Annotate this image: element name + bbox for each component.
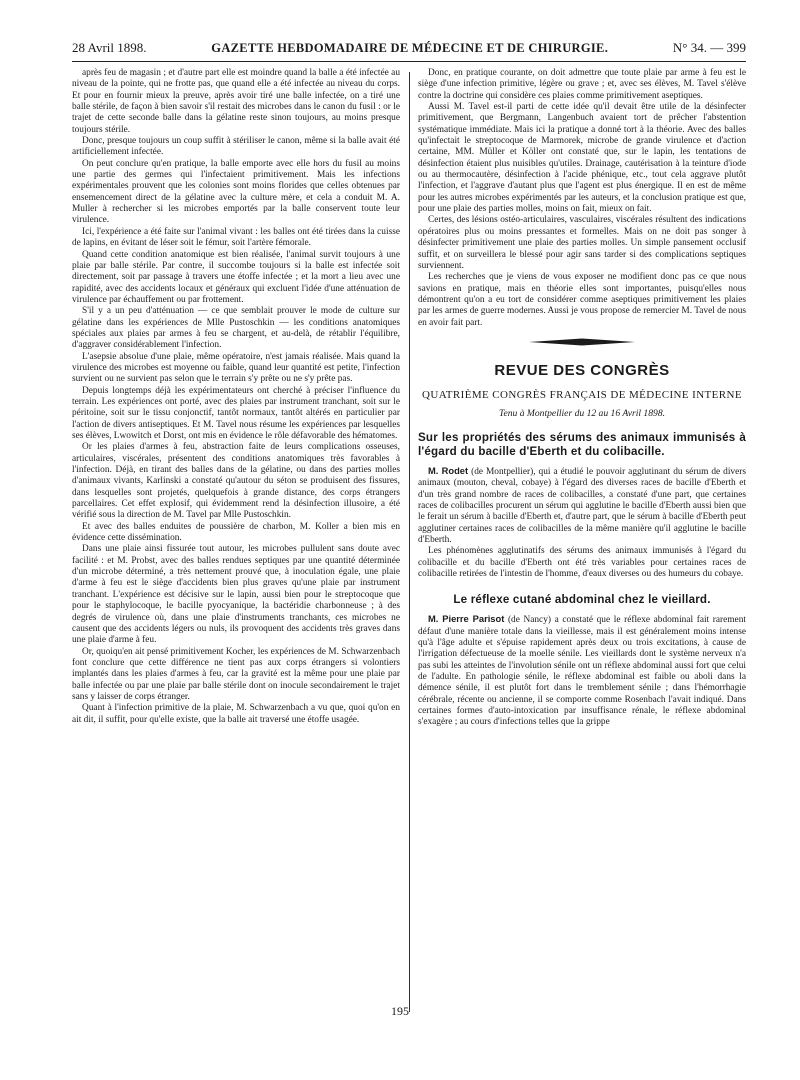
journal-title: GAZETTE HEBDOMADAIRE DE MÉDECINE ET DE CHIRURGIE. bbox=[211, 41, 609, 55]
left-column bbox=[72, 68, 400, 1018]
section-ornament bbox=[418, 337, 746, 351]
paragraph: Donc, en pratique courante, on doit admettre que toute plaie par arme à feu est le siège d'une infection primitive, légère ou grave ; et, avec ses élèves, M. Tavel s'élève contre la doctrine qui considère ces plaies comme primitivement aseptiques. bbox=[418, 68, 746, 101]
article-title: Le réflexe cutané abdominal chez le vieillard. bbox=[453, 593, 711, 607]
page-folio: 195 bbox=[391, 1004, 409, 1018]
issue-date: 28 Avril 1898. bbox=[72, 40, 147, 55]
article-author: M. Rodet bbox=[428, 465, 469, 476]
section-heading: REVUE DES CONGRÈS bbox=[494, 362, 670, 380]
congress-subtitle: Tenu à Montpellier du 12 au 16 Avril 1898. bbox=[498, 407, 666, 419]
article-paragraph bbox=[418, 614, 746, 728]
ornament-rule-icon bbox=[527, 337, 637, 347]
paragraph: Les recherches que je viens de vous exposer ne modifient donc pas ce que nous savions en pratique, mais en théorie elles sont importantes, puisqu'elles nous démontrent qu'on a eu tort de considérer comme aseptiques primitivement les plaies par les armes de guerre modernes. Aussi je vous propose de remercier M. Tavel de nous en avoir fait part. bbox=[418, 272, 746, 328]
paragraph: L'asepsie absolue d'une plaie, même opératoire, n'est jamais réalisée. Mais quand la virulence des microbes est moyenne ou faible, quand leur quantité est petite, l'infection survient ou ne survient pas selon que le terrain s'y prête ou ne s'y prête pas. bbox=[72, 351, 400, 385]
paragraph: Dans une plaie ainsi fissurée tout autour, les microbes pullulent sans doute avec facilité : et M. Probst, avec des balles rendues septiques par une quantité déterminée d'un microbe déterminé, a très nettement prouvé que, à inoculation égale, une plaie d'arme à feu est le siège d'accidents bien plus graves qu'une plaie par instrument tranchant. L'expérience est décisive sur le lapin, aussi bien pour le streptocoque que pour le staphylocoque, le bacille pyocyanique, la bactéridie charbonneuse ; à des degrés de virulence où, dans une plaie d'instruments tranchants, ces microbes ne causent que des accidents légers ou nuls, ils provoquent des accidents très graves dans une plaie d'arme à feu. bbox=[72, 544, 400, 646]
issue-number: N° 34. — 399 bbox=[672, 40, 746, 55]
congress-title: QUATRIÈME CONGRÈS FRANÇAIS DE MÉDECINE INTERNE bbox=[422, 388, 742, 401]
two-column-body bbox=[72, 68, 746, 1018]
paragraph: Or, quoiqu'en ait pensé primitivement Kocher, les expériences de M. Schwarzenbach font conclure que cette différence ne tient pas aux corps étrangers si volontiers implantés dans les plaies d'armes à feu, car la gravité est la même pour une plaie par balle infectée ou par une plaie par balle stérile dont on inocule secondairement le trajet sans y laisser de corps étranger. bbox=[72, 646, 400, 702]
paragraph: Et avec des balles enduites de poussière de charbon, M. Koller a bien mis en évidence cette dissémination. bbox=[72, 521, 400, 544]
paragraph: Ici, l'expérience a été faite sur l'animal vivant : les balles ont été tirées dans la cuisse de lapins, en évitant de léser soit le fémur, soit l'artère fémorale. bbox=[72, 226, 400, 249]
column-rule bbox=[409, 72, 410, 1012]
paragraph: Quant à l'infection primitive de la plaie, M. Schwarzenbach a vu que, quoi qu'on en ait dit, il suffit, pour qu'elle existe, que la balle ait traversé une étoffe usagée. bbox=[72, 703, 400, 725]
article-author: M. Pierre Parisot bbox=[428, 614, 505, 625]
running-header bbox=[72, 40, 746, 62]
paragraph: Certes, des lésions ostéo-articulaires, vasculaires, viscérales résultent des indications opératoires plus ou moins pressantes et formelles. Mais on ne doit pas songer à désinfecter primitivement une plaie des parties molles. Un simple pansement occlusif suffit, et on surveillera le blessé pour agir sans tarder si des complications septiques surviennent. bbox=[418, 215, 746, 271]
article-paragraph: Les phénomènes agglutinatifs des sérums des animaux immunisés à l'égard du colibacille et du bacille d'Eberth ont été très variables pour certaines races de colibacille retirées de l'intestin de l'homme, d'eaux diverses ou des humeurs du cobaye. bbox=[418, 546, 746, 580]
paragraph: Depuis longtemps déjà les expérimentateurs ont cherché à préciser l'influence du terrain. Les expériences ont porté, avec des plaies par instrument tranchant, soit sur le péritoine, soit sur le tissu conjonctif, tantôt normaux, tantôt altérés en particulier par l'action de divers antiseptiques. Et M. Tavel nous résume les expériences par lesquelles ses élèves, Lwowitch et Dorst, ont mis en évidence le rôle défavorable des hématomes. bbox=[72, 385, 400, 441]
paragraph: Or les plaies d'armes à feu, abstraction faite de leurs complications osseuses, articulaires, viscérales, présentent des conditions anatomiques très favorables à l'infection. Déjà, en tirant des balles dans de la gélatine, ou dans des parties molles d'animaux vivants, Karlinski a constaté qu'autour du séton se produisent des fissures, dans lesquelles sont projetés, quelquefois à grande distance, des corps étrangers parcellaires. Cet effet explosif, qui évidemment rend la désinfection illusoire, a été vérifié sous la direction de M. Tavel par Mlle Pustoschkin. bbox=[72, 442, 400, 521]
paragraph: Quand cette condition anatomique est bien réalisée, l'animal survit toujours à une plaie par balle stérile. Par contre, il succombe toujours si la balle est infectée soit directement, soit par passage à travers une étoffe infectée ; et la mort a lieu avec une rapidité, avec des accidents locaux et généraux qui excluent l'idée d'une atténuation de virulence par échauffement ou par frottement. bbox=[72, 249, 400, 305]
right-column bbox=[418, 68, 746, 1018]
article-paragraph bbox=[418, 466, 746, 546]
article-text: (de Montpellier), qui a étudié le pouvoir agglutinant du sérum de divers animaux (mouton, cheval, cobaye) à l'égard des diverses races de bacille d'Eberth et d'un très grand nombre de races de colibacilles, a constaté d'une part, que certaines races de colibacilles procurent un sérum qui agglutine le bacille d'Eberth aussi bien que le ferait un sérum à bacille d'Eberth et, d'autre part, que le sérum à bacille d'Eberth peut agglutiner certaines races de colibacilles de la même manière qu'il agglutine le bacille d'Eberth. bbox=[418, 466, 746, 545]
paragraph: Donc, presque toujours un coup suffit à stériliser le canon, même si la balle avait été artificiellement infectée. bbox=[72, 136, 400, 158]
paragraph: S'il y a un peu d'atténuation — ce que semblait prouver le mode de culture sur gélatine dans les expériences de Mlle Pustoschkin — les conditions anatomiques spéciales aux plaies par armes à feu se chargent, et au-delà, de rétablir l'équilibre, d'aggraver considérablement l'infection. bbox=[72, 306, 400, 351]
article-title: Sur les propriétés des sérums des animaux immunisés à l'égard du bacille d'Eberth et du colibacille. bbox=[418, 430, 746, 458]
paragraph: On peut conclure qu'en pratique, la balle emporte avec elle hors du fusil au moins une partie des germes qui l'infectaient primitivement. Mais les infections expérimentales prouvent que les colonies sont moins florides que celles obtenues par ensemencement direct de la gélatine avec la culture mère, et cela a conduit M. A. Muller à rechercher si les microbes emportés par la balle conservent toute leur virulence. bbox=[72, 158, 400, 226]
paragraph: Aussi M. Tavel est-il parti de cette idée qu'il devait être utile de la désinfecter primitivement, que Bergmann, Langenbuch avaient tort de prêcher l'abstention systématique immédiate. Mais ici la pratique a donné tort à la théorie. Avec des balles qu'infectait le streptocoque de Marmorek, microbe de grande virulence et d'action certaine, MM. Müller et Köller ont constaté que, sur le lapin, les tentations de désinfection étaient plus nuisibles qu'utiles. Drainage, cautérisation à la teinture d'iode ou au thermocautère, désinfection à l'acide phénique, etc., tout cela aggrave plutôt l'infection, et l'aggrave d'autant plus que l'agent est plus énergique. Il en est de même pour les autres microbes expérimentés par les auteurs, et la conclusion pratique est que, pour une plaie des parties molles, moins on fait, mieux on fait. bbox=[418, 102, 746, 215]
journal-page bbox=[72, 40, 746, 1018]
paragraph: après feu de magasin ; et d'autre part elle est moindre quand la balle a été infectée au niveau de la pointe, qui ne frotte pas, que quand elle a été infectée au niveau du corps. Et pour en fournir mieux la preuve, après avoir tiré une balle infectée, on a tiré une balle stérile, de façon à bien savoir s'il restait des microbes dans le canon du fusil : or le trajet de cette seconde balle dans la gélatine reste sinon toujours, au moins presque toujours stérile. bbox=[72, 68, 400, 135]
article-text: (de Nancy) a constaté que le réflexe abdominal fait rarement défaut d'une manière totale dans la vieillesse, mais il est généralement moins intense qu'à l'âge adulte et s'épuise rapidement après deux ou trois excitations, à cause de l'irrigation défectueuse de la moelle sénile. Les vieillards dont le système nerveux n'a pas subi les atteintes de l'involution sénile ont un réflexe abdominal aussi fort que celui de l'adulte. En pathologie sénile, le réflexe abdominal est faible ou aboli dans la démence sénile, il est plutôt fort dans le tremblement sénile ; dans l'hémorrhagie cérébrale, récente ou ancienne, il se comporte comme Rosenbach l'avait indiqué. Dans certaines formes d'auto-intoxication par insuffisance rénale, le réflexe abdominal s'exagère ; au cours d'infections telles que la grippe bbox=[418, 615, 746, 728]
